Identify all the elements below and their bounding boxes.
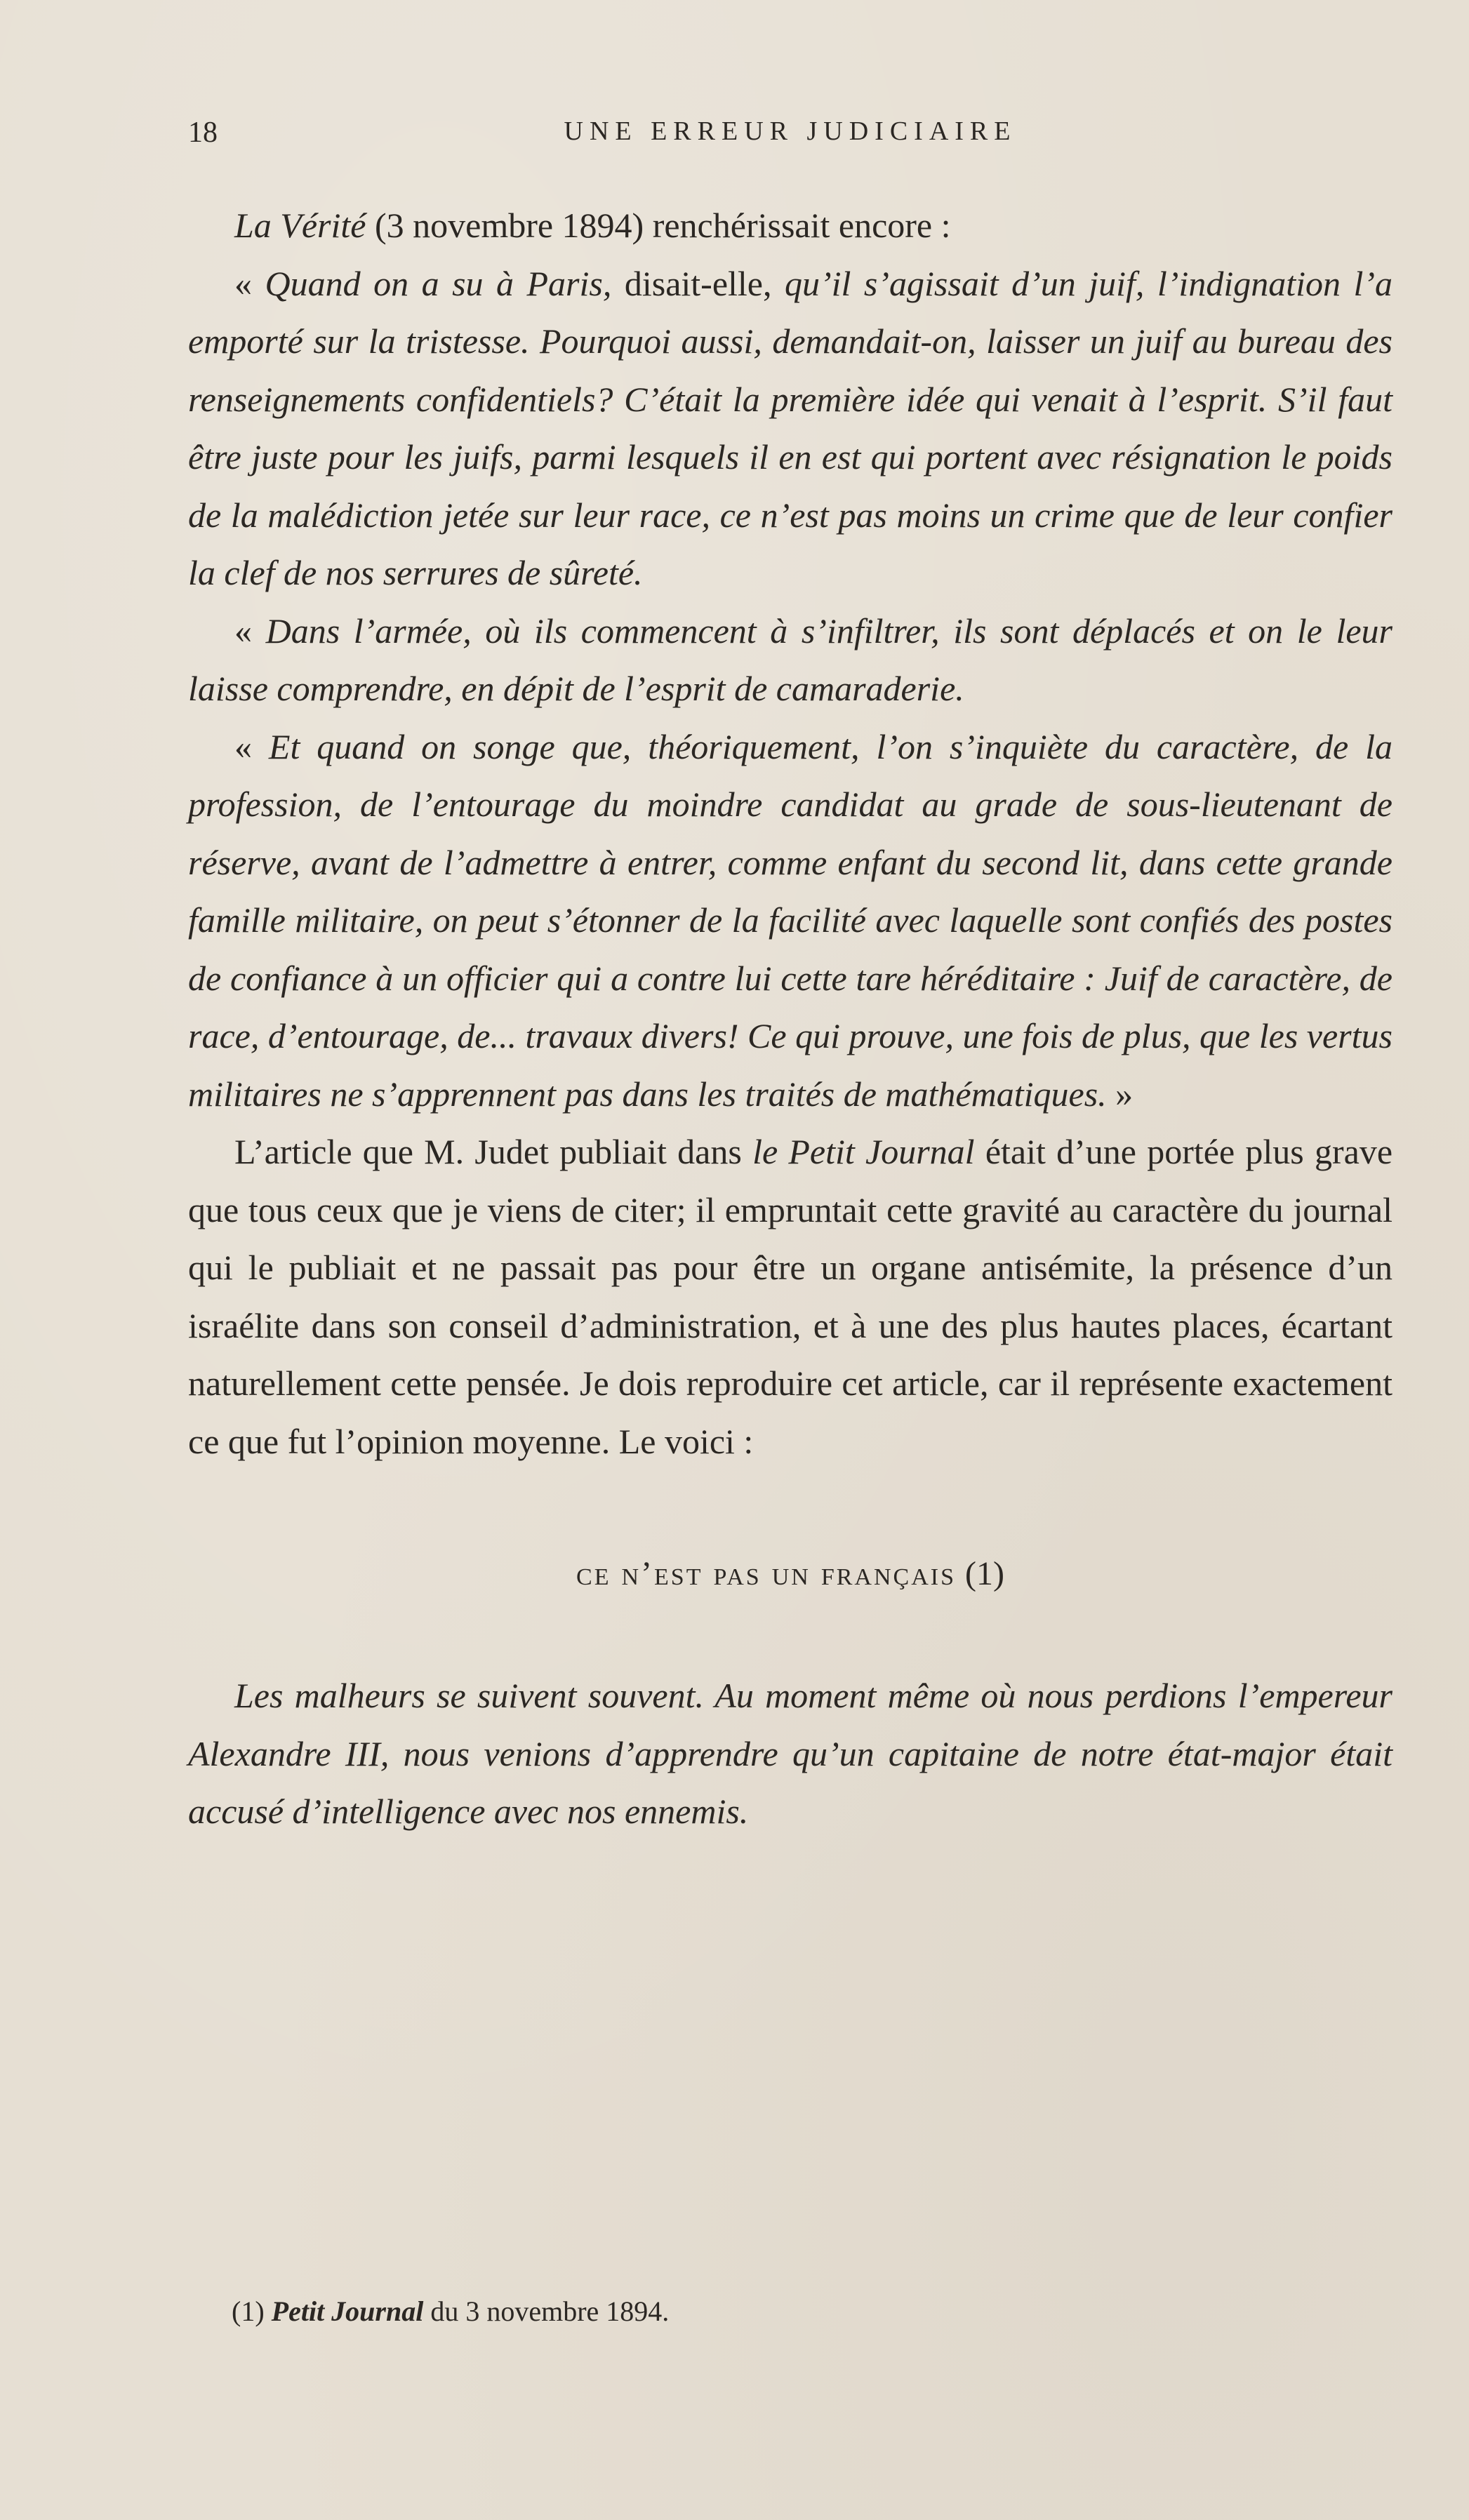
section-title-text: ce n’est pas un français bbox=[576, 1555, 956, 1592]
running-title: UNE ERREUR JUDICIAIRE bbox=[564, 116, 1017, 146]
quote-paragraph-2 bbox=[188, 602, 1392, 718]
footnote-text: du 3 novembre 1894. bbox=[423, 2295, 670, 2327]
section-title bbox=[188, 1553, 1392, 1596]
paragraph-judet bbox=[188, 1123, 1392, 1470]
article-paragraph bbox=[188, 1667, 1392, 1841]
quote-text: Quand on a su à Paris, bbox=[265, 263, 612, 303]
footnote-newspaper-title: Petit Journal bbox=[271, 2295, 424, 2327]
newspaper-title: La Vérité bbox=[234, 206, 366, 245]
quote-text: Et quand on songe que, théoriquement, l’on s’inquiète du caractère, de la profession, de l’entourage du moindre candidat au grade de sous-lieutenant de réserve, avant de l’admettre à entrer, comme enfant du second lit, dans cette grande famille militaire, on peut s’étonner de la facilité avec laquelle sont confiés des postes de confiance à un officier qui a contre lui cette tare héréditaire : Juif de caractère, de race, d’entourage, de... travaux divers! Ce qui prouve, une fois de plus, que les vertus militaires ne s’apprennent pas dans les traités de mathématiques. bbox=[188, 726, 1392, 1114]
paragraph-text: (3 novembre 1894) renchérissait encore : bbox=[366, 206, 951, 245]
footnote-marker: (1) bbox=[232, 2295, 272, 2327]
page-header bbox=[188, 116, 1392, 158]
paragraph-text: était d’une portée plus grave que tous ceux que je viens de citer; il empruntait cette gravité au caractère du journal qui le publiait et ne passait pas pour être un organe antisémite, la présence d’un israélite dans son conseil d’administration, et à une des plus hautes places, écartant naturellement cette pensée. Je dois reproduire cet article, car il représente exactement ce que fut l’opinion moyenne. Le voici : bbox=[188, 1132, 1393, 1461]
quote-open: « bbox=[234, 263, 265, 303]
page-number: 18 bbox=[188, 116, 218, 149]
quote-text: Dans l’armée, où ils commencent à s’infiltrer, ils sont déplacés et on le leur laisse comprendre, en dépit de l’esprit de camaraderie. bbox=[188, 611, 1392, 708]
quote-close: » bbox=[1106, 1074, 1134, 1114]
quote-text: qu’il s’agissait d’un juif, l’indignation l’a emporté sur la tristesse. Pourquoi aussi, demandait-on, laisser un juif au bureau des renseignements confidentiels? C’était la première idée qui venait à l’esprit. S’il faut être juste pour les juifs, parmi lesquels il en est qui portent avec résignation le poids de la malédiction jetée sur leur race, ce n’est pas moins un crime que de leur confier la clef de nos serrures de sûreté. bbox=[188, 263, 1393, 592]
body-text bbox=[188, 196, 1392, 1841]
footnote-reference: (1) bbox=[964, 1555, 1004, 1592]
newspaper-title: le Petit Journal bbox=[752, 1132, 975, 1171]
paragraph-text: L’article que M. Judet publiait dans bbox=[234, 1132, 753, 1171]
quote-open: « bbox=[234, 611, 266, 651]
quote-paragraph-3 bbox=[188, 718, 1392, 1124]
paragraph-la-verite bbox=[188, 196, 1392, 255]
footnote bbox=[232, 2291, 669, 2333]
quote-paragraph-1 bbox=[188, 255, 1392, 602]
quote-attribution: disait-elle, bbox=[611, 263, 785, 303]
article-text: Les malheurs se suivent souvent. Au moment même où nous perdions l’empereur Alexandre III, nous venions d’apprendre qu’un capitaine de notre état-major était accusé d’intelligence avec nos ennemis. bbox=[188, 1676, 1392, 1831]
quote-open: « bbox=[234, 726, 269, 766]
